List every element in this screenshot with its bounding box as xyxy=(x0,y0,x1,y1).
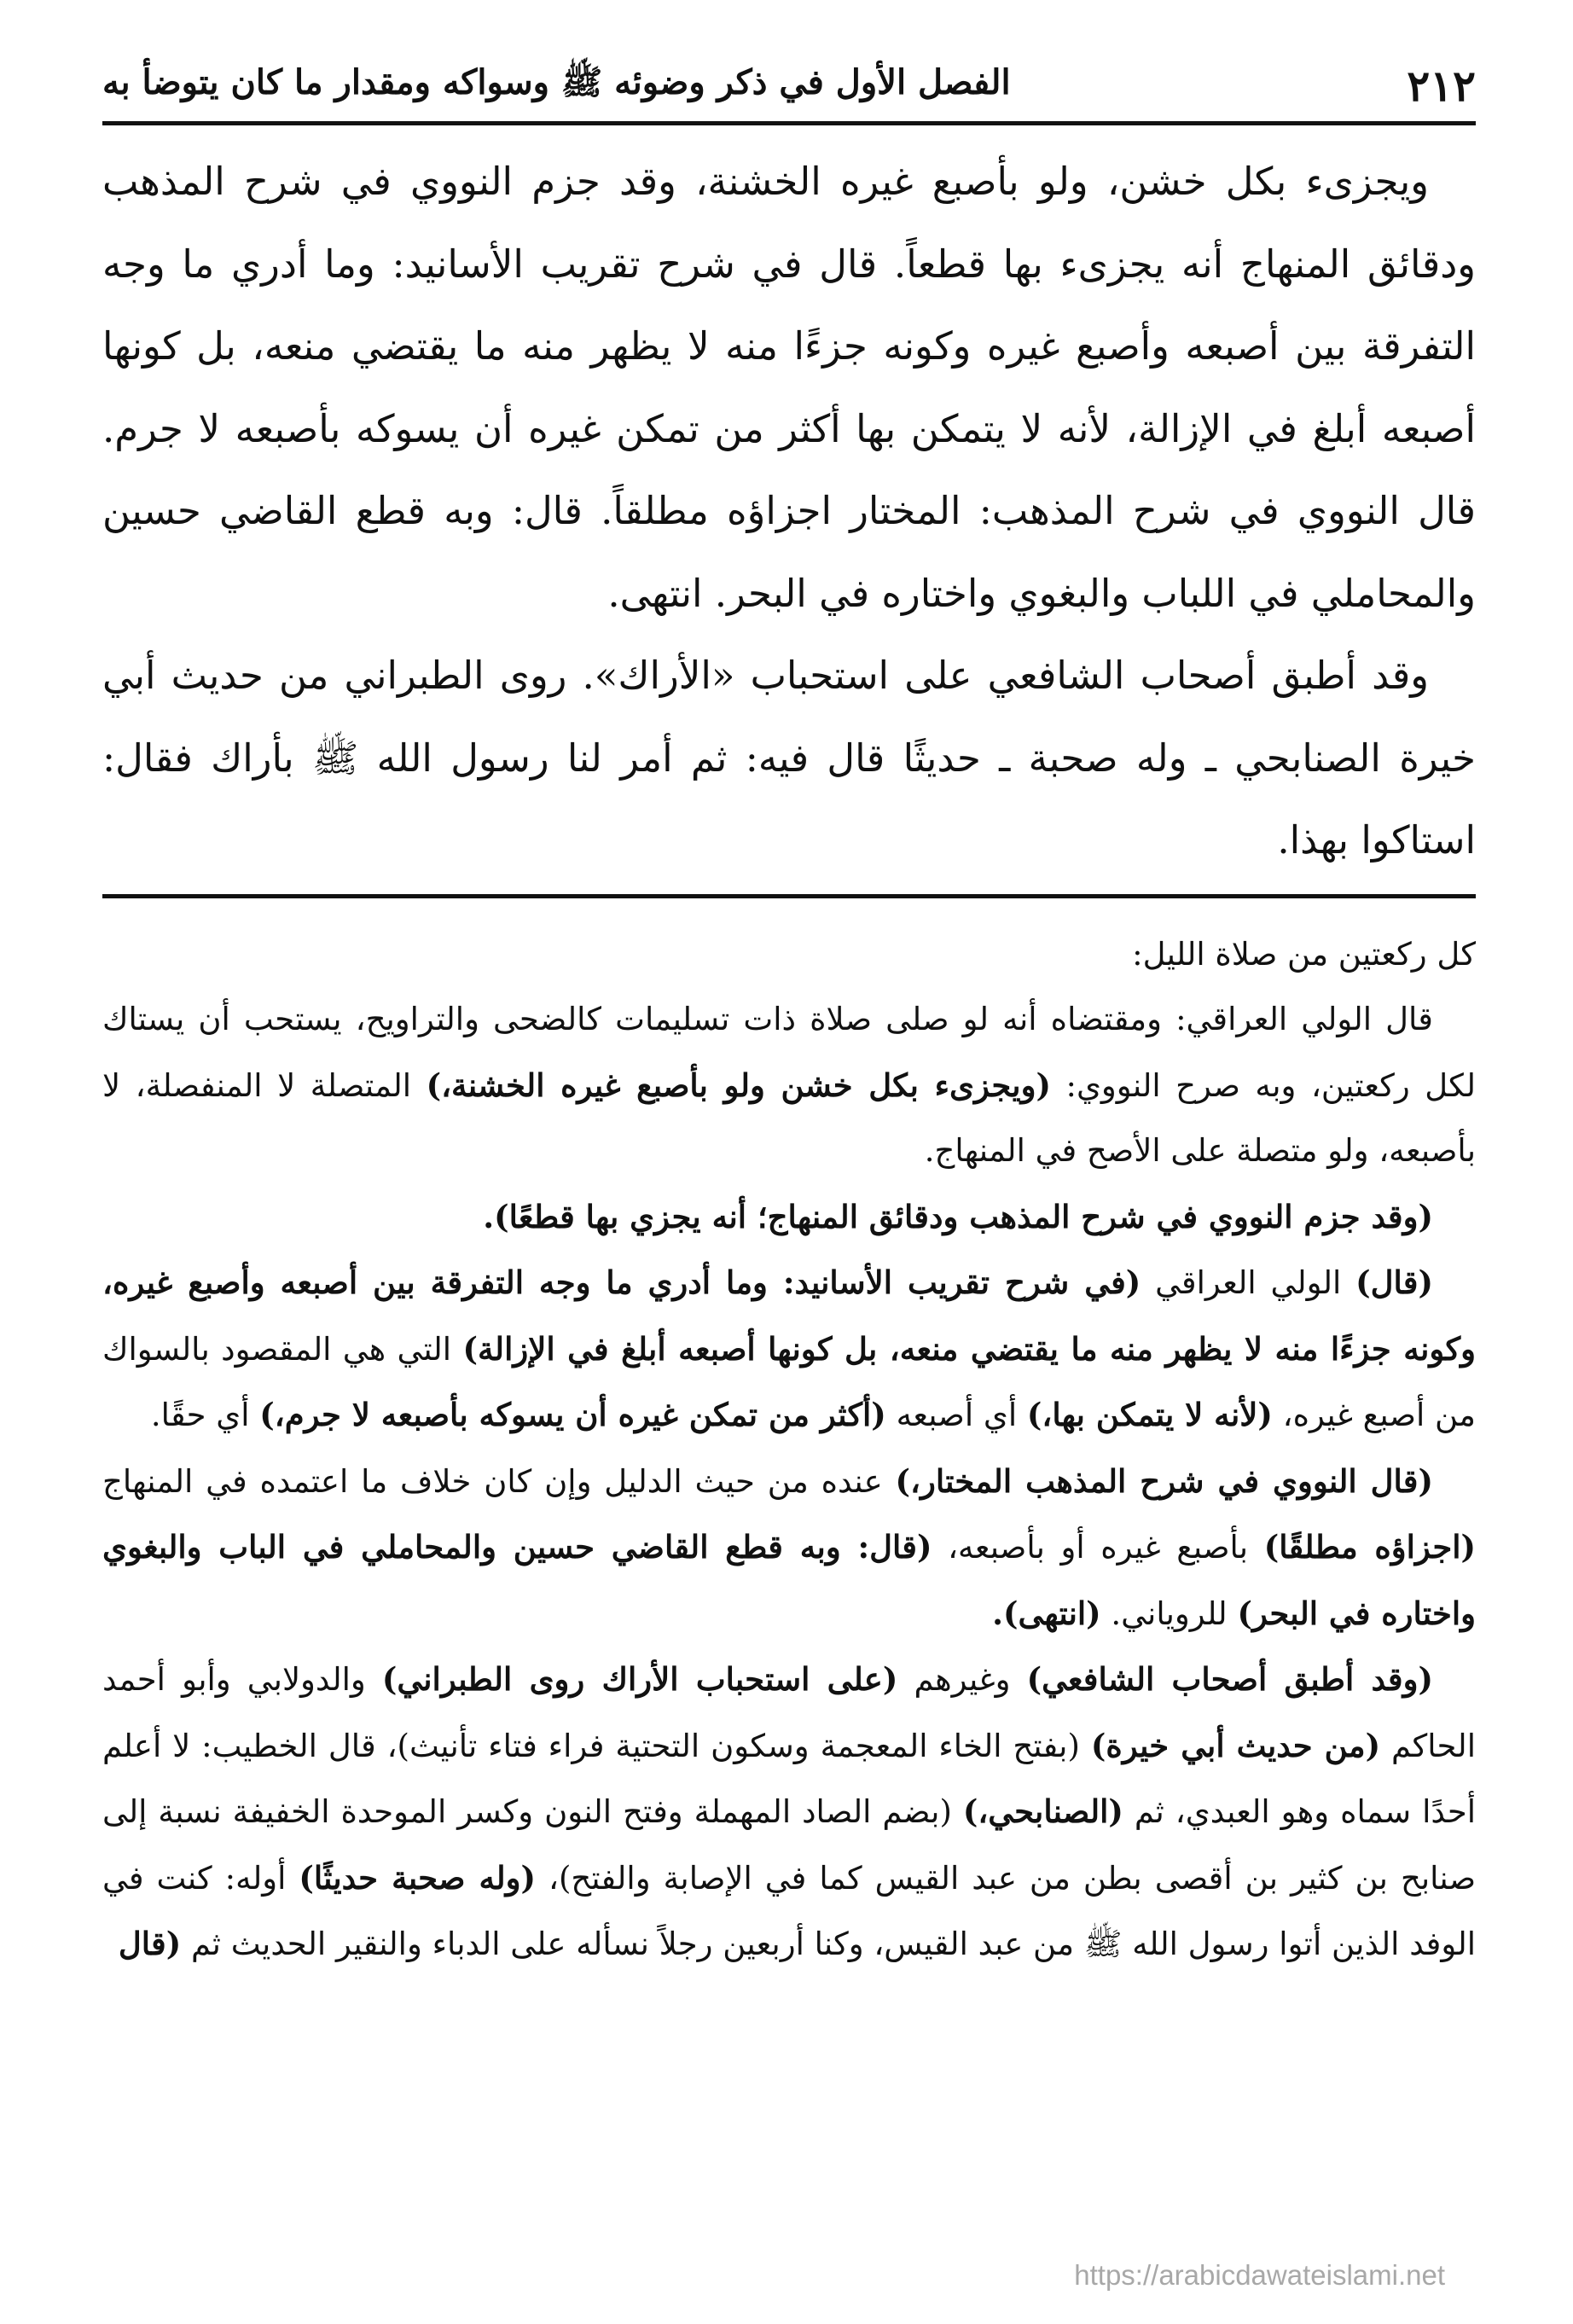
commentary-text: المتصلة لا المنفصلة، لا بأصبعه، ولو متصلة على الأصح في المنهاج. xyxy=(102,1066,1476,1169)
quoted-text: (قال) xyxy=(1355,1264,1433,1301)
quoted-text: (اجزاؤه مطلقًا) xyxy=(1263,1528,1476,1566)
commentary-text: والدولابي وأبو أحمد الحاكم xyxy=(102,1661,1476,1764)
quoted-text: (من حديث أبي خيرة) xyxy=(1090,1726,1381,1764)
quoted-text: (قال: وبه قطع القاضي حسين والمحاملي في الباب والبغوي واختاره في البحر) xyxy=(102,1528,1476,1632)
quoted-text: (قال النووي في شرح المذهب المختار،) xyxy=(895,1461,1433,1500)
commentary-text: بأصبع غيره أو بأصبعه، xyxy=(932,1529,1264,1566)
header-rule xyxy=(102,121,1476,125)
watermark-url: https://arabicdawateislami.net xyxy=(1074,2259,1445,2291)
quoted-text: (انتهى). xyxy=(992,1594,1101,1632)
commentary-text: (بضم الصاد المهملة وفتح النون وكسر الموحدة الخفيفة نسبة إلى صنابح بن كثير بن أقصى بطن من عبد القيس كما في الإصابة والفتح)، xyxy=(102,1793,1476,1897)
commentary-text: أي أصبعه xyxy=(885,1397,1027,1433)
commentary-paragraph xyxy=(102,987,1476,1184)
quoted-text: (الصنابحي،) xyxy=(962,1792,1123,1830)
quoted-text: (قال xyxy=(118,1925,182,1962)
commentary-text: التي هي المقصود بالسواك من أصبع غيره، xyxy=(102,1330,1476,1433)
commentary-text: أي حقًا. xyxy=(150,1397,260,1433)
quoted-text: (وقد أطبق أصحاب الشافعي) xyxy=(1026,1660,1433,1698)
commentary-paragraph: كل ركعتين من صلاة الليل: xyxy=(1132,935,1476,973)
commentary-paragraph xyxy=(102,1250,1476,1449)
running-header xyxy=(102,51,1476,111)
commentary-paragraph xyxy=(102,1449,1476,1647)
commentary-paragraph xyxy=(102,1184,1476,1251)
commentary-text: قال الولي العراقي: ومقتضاه أنه لو صلى صلاة ذات تسليمات كالضحى والتراويح، يستحب أن يستاك لكل ركعتين، وبه صرح النووي: xyxy=(102,1001,1476,1104)
quoted-text: (لأنه لا يتمكن بها،) xyxy=(1026,1396,1273,1433)
book-page xyxy=(102,51,1476,2269)
main-text xyxy=(102,141,1476,882)
commentary-text: أوله: كنت في الوفد الذين أتوا رسول الله ﷺ من عبد القيس، وكنا أربعين رجلاً نسأله على الدباء والنقير الحديث ثم xyxy=(102,1859,1476,1962)
quoted-text: (أكثر من تمكن غيره أن يسوكه بأصبعه لا جرم،) xyxy=(259,1396,886,1433)
commentary-text: الولي العراقي xyxy=(1141,1264,1356,1301)
quoted-text: (في شرح تقريب الأسانيد: وما أدري ما وجه التفرقة بين أصبعه وأصبع غيره، وكونه جزءًا منه لا يظهر منه ما يقتضي منعه، بل كونها أصبعه أبلغ في الإزالة) xyxy=(102,1264,1476,1368)
quoted-text: (ويجزىء بكل خشن ولو بأصبع غيره الخشنة،) xyxy=(426,1066,1051,1104)
commentary-text: للروياني. xyxy=(1100,1595,1238,1632)
chapter-title: الفصل الأول في ذكر وضوئه ﷺ وسواكه ومقدار ما كان يتوضأ به xyxy=(102,62,1011,102)
commentary-text: عنده من حيث الدليل وإن كان خلاف ما اعتمده في المنهاج xyxy=(102,1462,896,1500)
commentary-text: (بفتح الخاء المعجمة وسكون التحتية فراء فتاء تأنيث)، قال الخطيب: لا أعلم أحدًا سماه وهو العبدي، ثم xyxy=(102,1727,1476,1830)
commentary-paragraph xyxy=(102,1647,1476,1978)
main-paragraph: ويجزىء بكل خشن، ولو بأصبع غيره الخشنة، وقد جزم النووي في شرح المذهب ودقائق المنهاج أنه يجزىء بها قطعاً. قال في شرح تقريب الأسانيد: وما أدري ما وجه التفرقة بين أصبعه وأصبع غيره وكونه جزءًا منه لا يظهر منه ما يقتضي منعه، بل كونها أصبعه أبلغ في الإزالة، لأنه لا يتمكن بها أكثر من تمكن غيره أن يسوكه بأصبعه لا جرم. قال النووي في شرح المذهب: المختار اجزاؤه مطلقاً. قال: وبه قطع القاضي حسين والمحاملي في اللباب والبغوي واختاره في البحر. انتهى. xyxy=(102,159,1476,616)
main-paragraph: وقد أطبق أصحاب الشافعي على استحباب «الأراك». روى الطبراني من حديث أبي خيرة الصنابحي ـ وله صحبة ـ حديثًا قال فيه: ثم أمر لنا رسول الله ﷺ بأراك فقال: استاكوا بهذا. xyxy=(102,653,1476,863)
commentary-text: وغيرهم xyxy=(897,1661,1027,1698)
page-number: ٢١٢ xyxy=(1407,61,1476,111)
commentary xyxy=(102,922,1476,1978)
quoted-text: (وله صحبة حديثًا) xyxy=(299,1858,536,1897)
quoted-text: (وقد جزم النووي في شرح المذهب ودقائق المنهاج؛ أنه يجزي بها قطعًا). xyxy=(483,1197,1433,1235)
quoted-text: (على استحباب الأراك روى الطبراني) xyxy=(381,1660,898,1698)
footnote-separator xyxy=(102,894,1476,898)
